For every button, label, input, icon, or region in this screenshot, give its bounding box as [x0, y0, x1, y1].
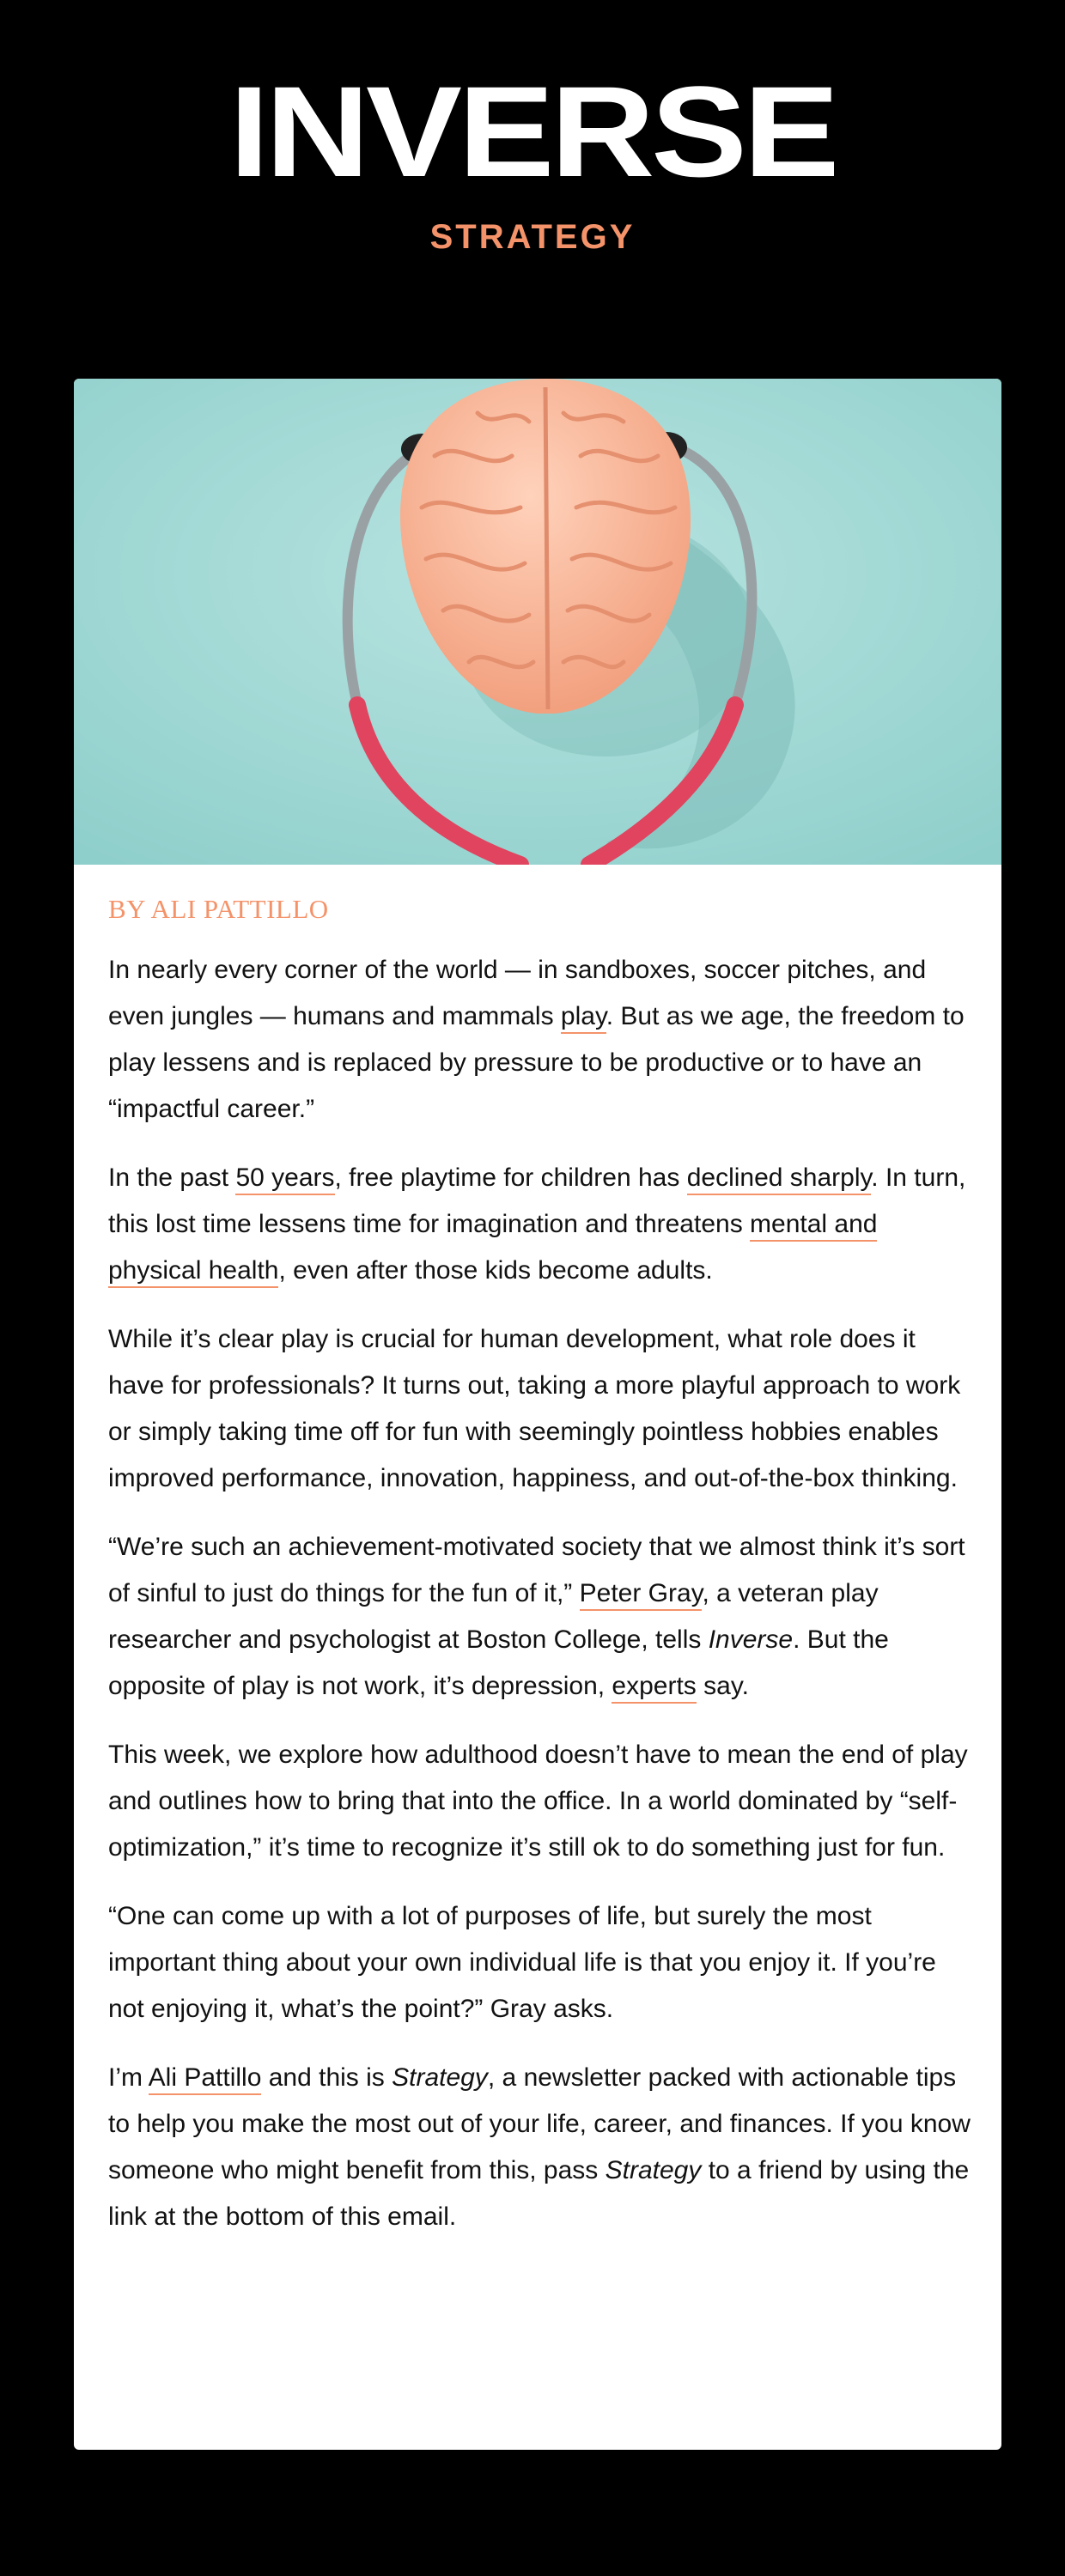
mental-physical-health-link[interactable]: mental and physical health: [108, 1210, 877, 1288]
hero-image: [74, 379, 1001, 865]
paragraph-1: In nearly every corner of the world — in sandboxes, soccer pitches, and even jungles — humans and mammals play. But as we age, the freedom to play lessens and is replaced by pressure to be productive or to have an “impactful career.”: [108, 956, 965, 1123]
section-label: STRATEGY: [429, 218, 636, 256]
header: [0, 0, 1065, 378]
paragraph-7: I’m Ali Pattillo and this is Strategy, a newsletter packed with actionable tips to help you make the most out of your life, career, and finances. If you know someone who might benefit from this, pass Strategy to a friend by using the link at the bottom of this email.: [108, 2063, 971, 2231]
paragraph-4: “We’re such an achievement-motivated society that we almost think it’s sort of sinful to just do things for the fun of it,” Peter Gray, a veteran play researcher and psychologist at Boston College, tells Inverse. But the opposite of play is not work, it’s depression, experts say.: [108, 1524, 976, 1710]
article-body: [108, 947, 976, 2263]
declined-sharply-link[interactable]: declined sharply: [687, 1163, 872, 1195]
paragraph-6: “One can come up with a lot of purposes of life, but surely the most important thing about your own individual life is that you enjoy it. If you’re not enjoying it, what’s the point?” Gray asks.: [108, 1902, 936, 2023]
inverse-logo[interactable]: INVERSE: [228, 59, 837, 204]
paragraph-5: This week, we explore how adulthood doesn’t have to mean the end of play and outlines how to bring that into the office. In a world dominated by “self-optimization,” it’s time to recognize it’s still ok to do something just for fun.: [108, 1741, 968, 1862]
paragraph-2: In the past 50 years, free playtime for children has declined sharply. In turn, this lost time lessens time for imagination and threatens mental and physical health, even after those kids become adults.: [108, 1155, 976, 1294]
author-byline: BY ALI PATTILLO: [108, 894, 329, 924]
fifty-years-link[interactable]: 50 years: [235, 1163, 334, 1195]
ali-pattillo-link[interactable]: Ali Pattillo: [149, 2063, 262, 2095]
peter-gray-link[interactable]: Peter Gray: [580, 1579, 703, 1611]
newsletter-card: [74, 379, 1001, 2450]
play-link[interactable]: play: [561, 1002, 606, 1034]
experts-link[interactable]: experts: [612, 1672, 696, 1704]
paragraph-3: While it’s clear play is crucial for human development, what role does it have for professionals? It turns out, taking a more playful approach to work or simply taking time off for fun with seemingly pointless hobbies enables improved performance, innovation, happiness, and out-of-the-box thinking.: [108, 1325, 961, 1492]
